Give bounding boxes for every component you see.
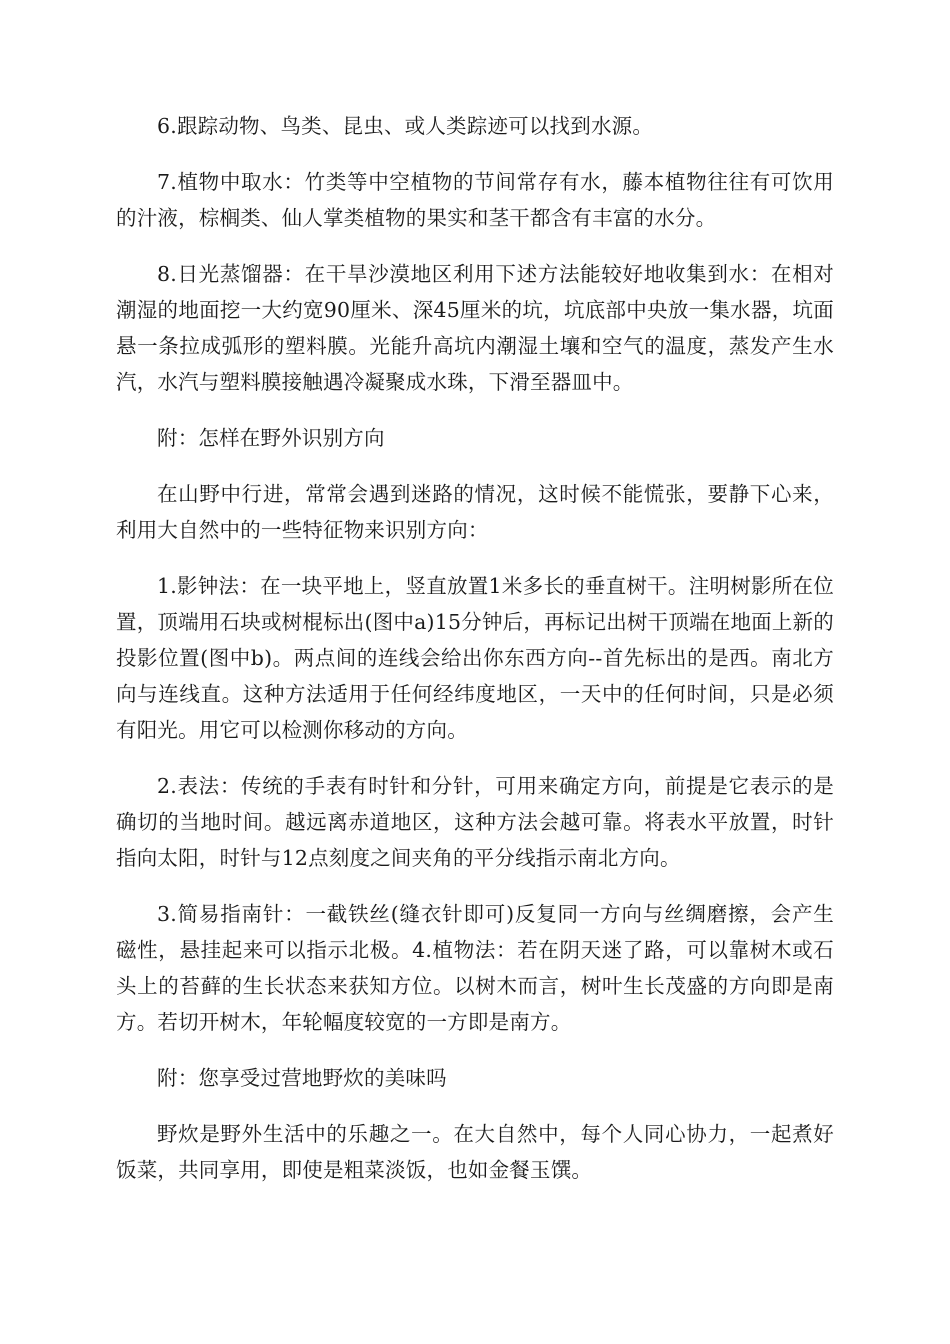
- paragraph-water-plants: 7.植物中取水：竹类等中空植物的节间常存有水，藤本植物往往有可饮用的汁液，棕榈类、仙人掌类植物的果实和茎干都含有丰富的水分。: [116, 170, 834, 230]
- paragraph-shadow-stick: 1.影钟法：在一块平地上，竖直放置1米多长的垂直树干。注明树影所在位置，顶端用石块或树棍标出(图中a)15分钟后，再标记出树干顶端在地面上新的投影位置(图中b)。两点间的连线会给出你东西方向--首先标出的是西。南北方向与连线直。这种方法适用于任何经纬度地区，一天中的任何时间，只是必须有阳光。用它可以检测你移动的方向。: [116, 574, 834, 742]
- section-heading-cooking: 附：您享受过营地野炊的美味吗: [157, 1066, 447, 1090]
- paragraph-cooking-intro: 野炊是野外生活中的乐趣之一。在大自然中，每个人同心协力，一起煮好饭菜，共同享用，即使是粗菜淡饭，也如金餐玉馔。: [116, 1122, 834, 1182]
- paragraph-compass-plants: 3.简易指南针：一截铁丝(缝衣针即可)反复同一方向与丝绸磨擦，会产生磁性，悬挂起来可以指示北极。4.植物法：若在阴天迷了路，可以靠树木或石头上的苔藓的生长状态来获知方位。以树木而言，树叶生长茂盛的方向即是南方。若切开树木，年轮幅度较宽的一方即是南方。: [116, 902, 834, 1034]
- paragraph-solar-still: 8.日光蒸馏器：在干旱沙漠地区利用下述方法能较好地收集到水：在相对潮湿的地面挖一大约宽90厘米、深45厘米的坑，坑底部中央放一集水器，坑面悬一条拉成弧形的塑料膜。光能升高坑内潮湿土壤和空气的温度，蒸发产生水汽，水汽与塑料膜接触遇冷凝聚成水珠，下滑至器皿中。: [116, 262, 834, 394]
- paragraph-watch-method: 2.表法：传统的手表有时针和分针，可用来确定方向，前提是它表示的是确切的当地时间。越远离赤道地区，这种方法会越可靠。将表水平放置，时针指向太阳，时针与12点刻度之间夹角的平分线指示南北方向。: [116, 774, 834, 870]
- document-body: [116, 108, 834, 1208]
- paragraph-direction-intro: 在山野中行进，常常会遇到迷路的情况，这时候不能慌张，要静下心来，利用大自然中的一些特征物来识别方向：: [116, 482, 834, 542]
- section-heading-direction: 附：怎样在野外识别方向: [157, 426, 385, 450]
- paragraph-water-tracking: 6.跟踪动物、鸟类、昆虫、或人类踪迹可以找到水源。: [157, 114, 654, 138]
